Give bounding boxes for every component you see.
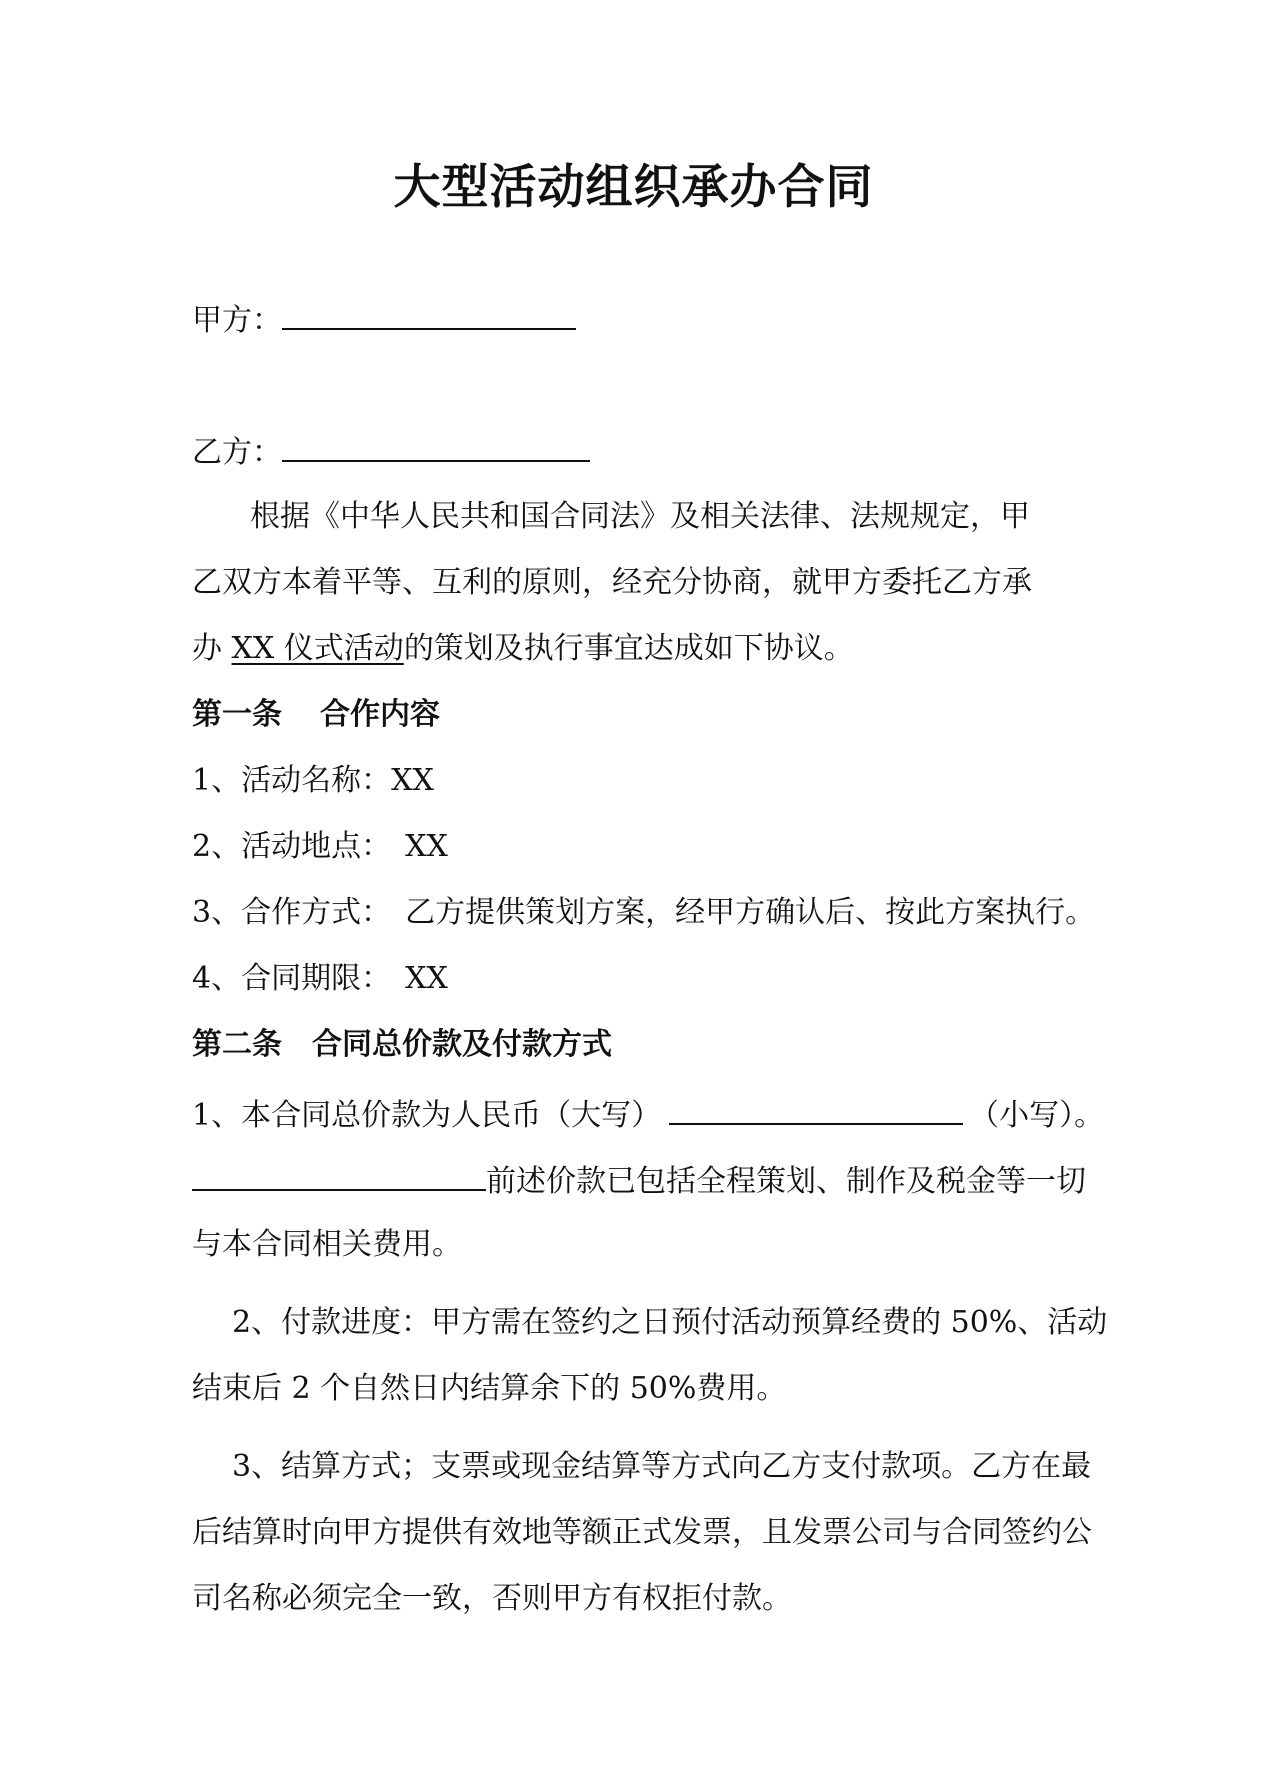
clause-3-line-3: 司名称必须完全一致，否则甲方有权拒付款。 [192, 1581, 792, 1616]
intro-line-3 [192, 629, 854, 669]
party-a-blank [282, 298, 576, 330]
article-1-item-2 [192, 827, 448, 867]
clause-3-line-2: 后结算时向甲方提供有效地等额正式发票，且发票公司与合同签约公 [192, 1515, 1092, 1550]
clause-1-line-1 [192, 1093, 1104, 1136]
amount-figures-blank [192, 1159, 486, 1191]
intro-line-3-suffix: 的策划及执行事宜达成如下协议。 [403, 631, 854, 666]
article-1-title: 合作内容 [320, 697, 440, 732]
article-2-title: 合同总价款及付款方式 [312, 1027, 612, 1062]
item-label: 4、合同期限： [192, 961, 392, 996]
item-value: XX [405, 829, 448, 864]
article-1-item-1 [192, 761, 434, 801]
party-a-label: 甲方： [192, 303, 282, 338]
clause-1-line-2 [192, 1159, 1086, 1202]
article-1-item-4 [192, 959, 448, 999]
clause-1-line-2-text: 前述价款已包括全程策划、制作及税金等一切 [486, 1164, 1086, 1199]
article-2-heading [192, 1025, 612, 1065]
intro-line-2: 乙双方本着平等、互利的原则，经充分协商，就甲方委托乙方承 [192, 565, 1032, 600]
item-value: XX [391, 763, 434, 798]
party-b-blank [282, 430, 590, 462]
item-label: 2、活动地点： [192, 829, 392, 864]
item-value: 乙方提供策划方案，经甲方确认后、按此方案执行。 [405, 895, 1096, 930]
article-1-item-3 [192, 893, 1095, 933]
party-b-line [192, 430, 590, 473]
article-1-number: 第一条 [192, 697, 282, 732]
article-2-number: 第二条 [192, 1027, 282, 1062]
intro-line-1: 根据《中华人民共和国合同法》及相关法律、法规规定，甲 [250, 499, 1030, 534]
intro-line-3-prefix: 办 [192, 631, 232, 666]
item-label: 1、活动名称： [192, 763, 392, 798]
clause-1-suffix: （小写）。 [969, 1098, 1105, 1133]
item-value: XX [405, 961, 448, 996]
clause-1-prefix: 1、本合同总价款为人民币（大写） [192, 1098, 662, 1133]
amount-words-blank [669, 1093, 963, 1125]
clause-2-line-2: 结束后 2 个自然日内结算余下的 50%费用。 [192, 1371, 787, 1406]
party-b-label: 乙方： [192, 435, 282, 470]
party-a-line [192, 298, 576, 341]
page-title: 大型活动组织承办合同 [393, 160, 874, 215]
clause-2-line-1: 2、付款进度：甲方需在签约之日预付活动预算经费的 50%、活动 [232, 1305, 1108, 1340]
clause-3-line-1: 3、结算方式；支票或现金结算等方式向乙方支付款项。乙方在最 [232, 1449, 1092, 1484]
item-label: 3、合作方式： [192, 895, 392, 930]
article-1-heading [192, 695, 440, 735]
clause-1-line-3: 与本合同相关费用。 [192, 1227, 462, 1262]
event-name-underlined: XX 仪式活动 [231, 631, 404, 666]
